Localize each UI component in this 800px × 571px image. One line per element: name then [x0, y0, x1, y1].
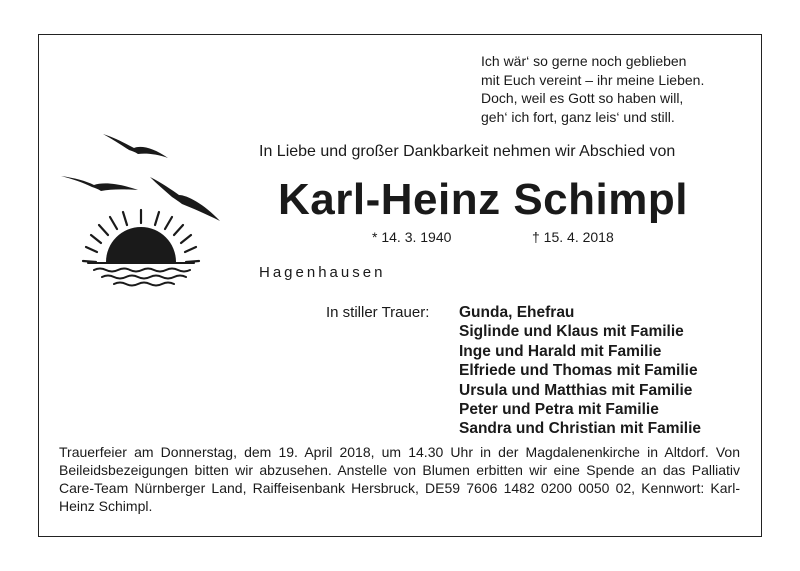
poem-line: Ich wär‘ so gerne noch geblieben	[481, 53, 687, 69]
bird-icon	[150, 177, 220, 221]
sun-icon	[106, 227, 176, 262]
farewell-intro: In Liebe und großer Dankbarkeit nehmen wir Abschied von	[259, 143, 676, 160]
mourners-list	[459, 303, 701, 439]
bird-icon	[103, 134, 168, 158]
poem-line: geh‘ ich fort, ganz leis‘ und still.	[481, 108, 675, 125]
mourner-entry: Ursula und Matthias mit Familie	[459, 381, 693, 399]
mourner-entry: Gunda, Ehefrau	[459, 304, 575, 321]
funeral-details: Trauerfeier am Donnerstag, dem 19. April 2018, um 14.30 Uhr in der Magdalenenkirche in Altdorf. Von Beileidsbezeigungen bitten wir abzusehen. Anstelle von Blumen erbitten wir eine Spende an das Palliativ Care-Team Nürnberger Land, Raiffeisenbank Hersbruck, DE59 7606 1482 0200 0050 02, Kennwort: Karl-Heinz Schimpl.	[59, 444, 740, 514]
death-date: † 15. 4. 2018	[532, 229, 614, 245]
bird-icon	[61, 176, 138, 191]
mourner-entry: Peter und Petra mit Familie	[459, 401, 659, 419]
poem	[481, 52, 781, 126]
birth-date: * 14. 3. 1940	[372, 229, 452, 245]
mourning-label: In stiller Trauer:	[326, 304, 430, 321]
hometown: Hagenhausen	[259, 264, 386, 281]
mourner-entry: Inge und Harald mit Familie	[459, 342, 662, 360]
poem-line: Doch, weil es Gott so haben will,	[481, 90, 684, 106]
deceased-name: Karl-Heinz Schimpl	[278, 175, 688, 224]
mourner-entry: Elfriede und Thomas mit Familie	[459, 362, 698, 380]
mourner-entry: Siglinde und Klaus mit Familie	[459, 323, 684, 341]
sunset-with-birds-icon	[58, 132, 223, 290]
poem-line: mit Euch vereint – ihr meine Lieben.	[481, 71, 705, 88]
mourner-entry: Sandra und Christian mit Familie	[459, 420, 702, 438]
